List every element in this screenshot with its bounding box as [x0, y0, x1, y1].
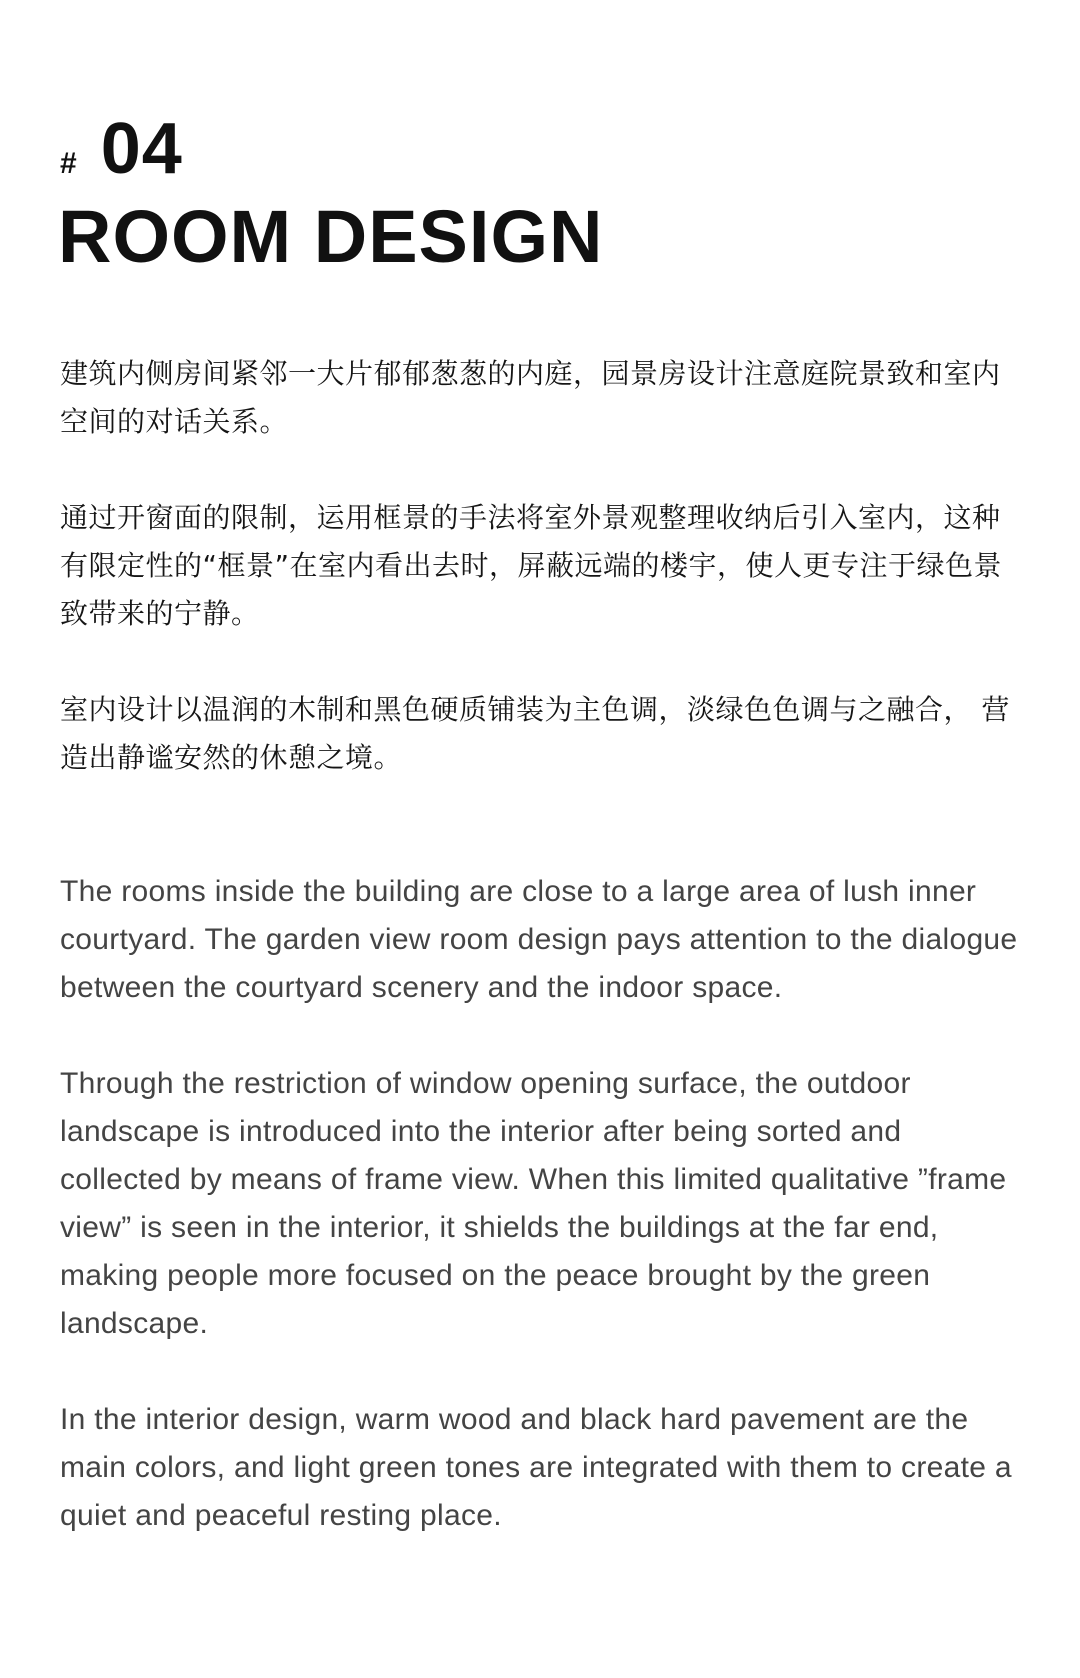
english-description — [60, 868, 1020, 1588]
section-number — [60, 108, 183, 190]
chinese-paragraph-3: 室内设计以温润的木制和黑色硬质铺装为主色调，淡绿色色调与之融合， 营造出静谧安然的休憩之境。 — [60, 693, 1010, 774]
english-paragraph-3: In the interior design, warm wood and black hard pavement are the main colors, and light green tones are integrated with them to create a quiet and peaceful resting place. — [60, 1403, 1012, 1532]
chinese-paragraph-2: 通过开窗面的限制，运用框景的手法将室外景观整理收纳后引入室内，这种有限定性的“框景”在室内看出去时，屏蔽远端的楼宇，使人更专注于绿色景致带来的宁静。 — [60, 501, 1003, 630]
english-paragraph-2: Through the restriction of window opening surface, the outdoor landscape is introduced into the interior after being sorted and collected by means of frame view. When this limited qualitative ”frame view” is seen in the interior, it shields the buildings at the far end, making people more focused on the peace brought by the green landscape. — [60, 1067, 1007, 1340]
hash-symbol: # — [60, 147, 77, 180]
page-title: ROOM DESIGN — [58, 195, 604, 278]
section-number-value: 04 — [100, 109, 183, 189]
chinese-paragraph-1: 建筑内侧房间紧邻一大片郁郁葱葱的内庭，园景房设计注意庭院景致和室内空间的对话关系。 — [60, 357, 1001, 438]
chinese-description — [60, 350, 1020, 830]
english-paragraph-1: The rooms inside the building are close to a large area of lush inner courtyard. The garden view room design pays attention to the dialogue between the courtyard scenery and the indoor space. — [60, 875, 1018, 1004]
